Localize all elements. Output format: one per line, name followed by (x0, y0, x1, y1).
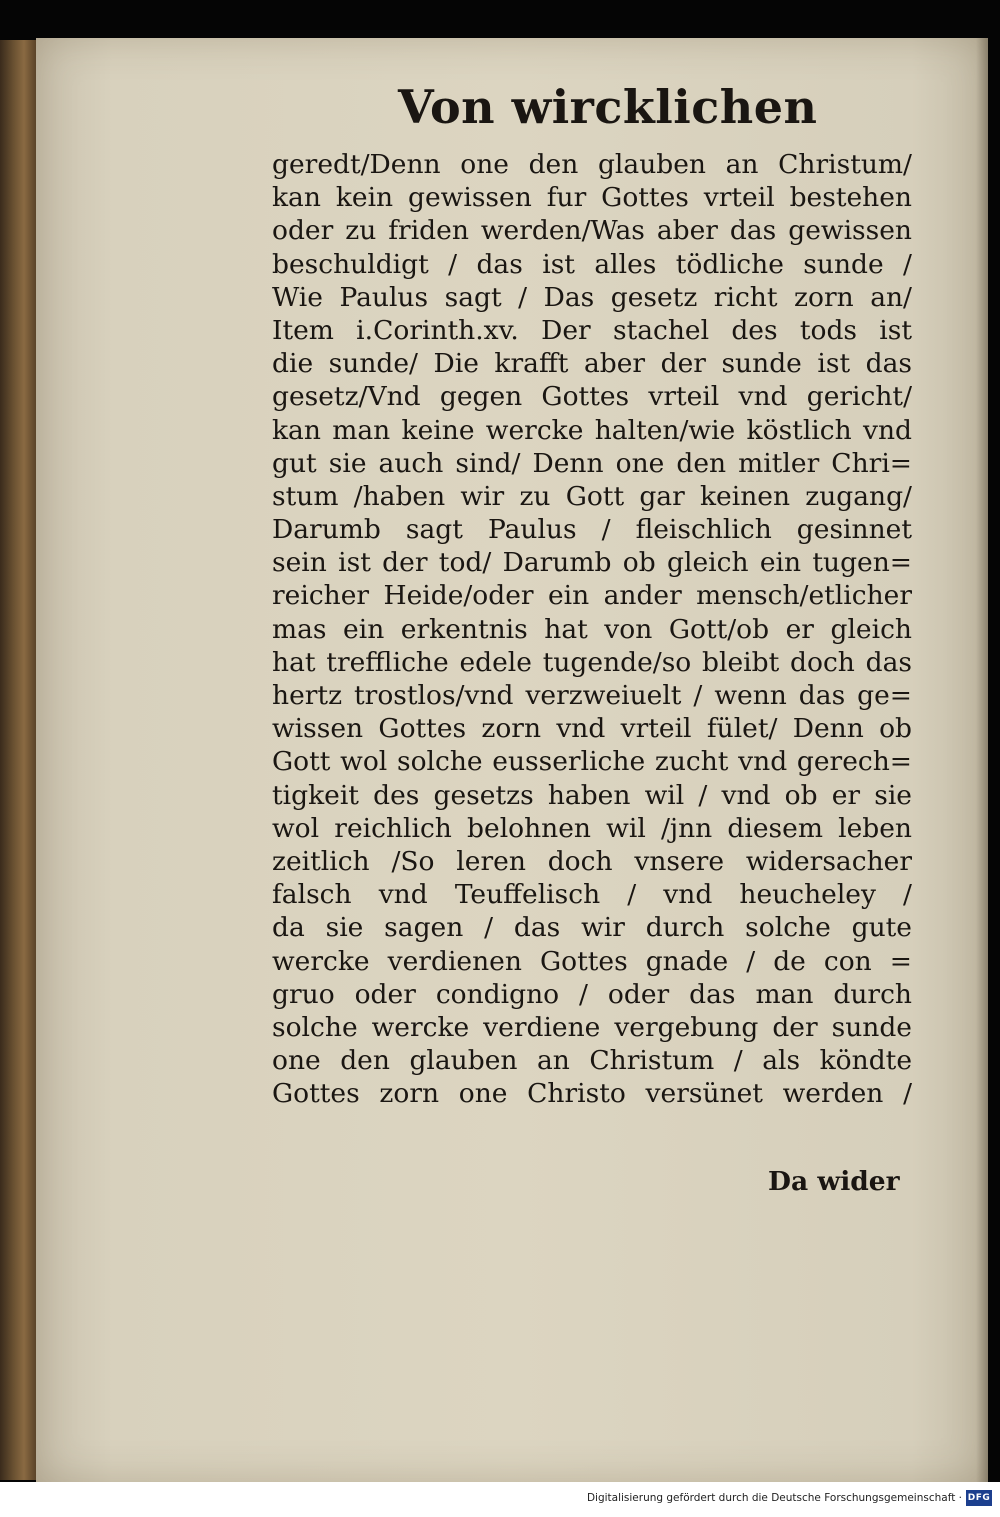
text-line: Darumb sagt Paulus / fleischlich gesinnet (272, 514, 912, 546)
text-line: die sunde/ Die krafft aber der sunde ist das (272, 348, 912, 380)
text-line: reicher Heide/oder ein ander mensch/etlicher (272, 580, 912, 612)
text-line: solche wercke verdiene vergebung der sunde (272, 1011, 912, 1043)
book-spine (0, 40, 40, 1480)
text-line: Gottes zorn one Christo versünet werden / (272, 1078, 912, 1110)
text-line: Wie Paulus sagt / Das gesetz richt zorn an/ (272, 281, 912, 313)
text-line: tigkeit des gesetzs haben wil / vnd ob er sie (272, 779, 912, 811)
text-line: gut sie auch sind/ Denn one den mitler Chri= (272, 447, 912, 479)
text-line: stum /haben wir zu Gott gar keinen zugang/ (272, 480, 912, 512)
page-body-text (272, 148, 912, 1110)
text-line: hat treffliche edele tugende/so bleibt doch das (272, 646, 912, 678)
text-line: wol reichlich belohnen wil /jnn diesem leben (272, 812, 912, 844)
text-line: zeitlich /So leren doch vnsere widersacher (272, 845, 912, 877)
page-edge-shadow (976, 38, 988, 1482)
text-line: hertz trostlos/vnd verzweiuelt / wenn das ge= (272, 680, 912, 711)
funding-credit: Digitalisierung gefördert durch die Deutsche Forschungsgemeinschaft · (586, 1492, 962, 1504)
text-line: oder zu friden werden/Was aber das gewissen (272, 215, 912, 247)
catchword: Da wider (768, 1166, 900, 1197)
text-line: gesetz/Vnd gegen Gottes vrteil vnd gericht/ (272, 381, 912, 413)
text-line: sein ist der tod/ Darumb ob gleich ein tugen= (272, 547, 912, 579)
text-line: Gott wol solche eusserliche zucht vnd gerech= (272, 746, 912, 778)
text-line: mas ein erkentnis hat von Gott/ob er gleich (272, 613, 912, 645)
text-line: falsch vnd Teuffelisch / vnd heucheley / (272, 879, 912, 911)
text-line: kan kein gewissen fur Gottes vrteil bestehen (272, 182, 912, 214)
text-line: geredt/Denn one den glauben an Christum/ (272, 149, 912, 180)
text-line: gruo oder condigno / oder das man durch (272, 978, 912, 1010)
text-line: one den glauben an Christum / als köndte (272, 1045, 912, 1077)
text-line: kan man keine wercke halten/wie köstlich vnd (272, 414, 912, 446)
dfg-logo-icon: DFG (966, 1490, 992, 1506)
text-line: Item i.Corinth.xv. Der stachel des tods ist (272, 314, 912, 346)
text-line: wercke verdienen Gottes gnade / de con = (272, 945, 912, 977)
text-line: da sie sagen / das wir durch solche gute (272, 912, 912, 944)
footer-bar (0, 1482, 1000, 1517)
running-heading: Von wircklichen (398, 80, 818, 134)
text-line: wissen Gottes zorn vnd vrteil fület/ Denn ob (272, 713, 912, 745)
text-line: beschuldigt / das ist alles tödliche sunde / (272, 248, 912, 280)
